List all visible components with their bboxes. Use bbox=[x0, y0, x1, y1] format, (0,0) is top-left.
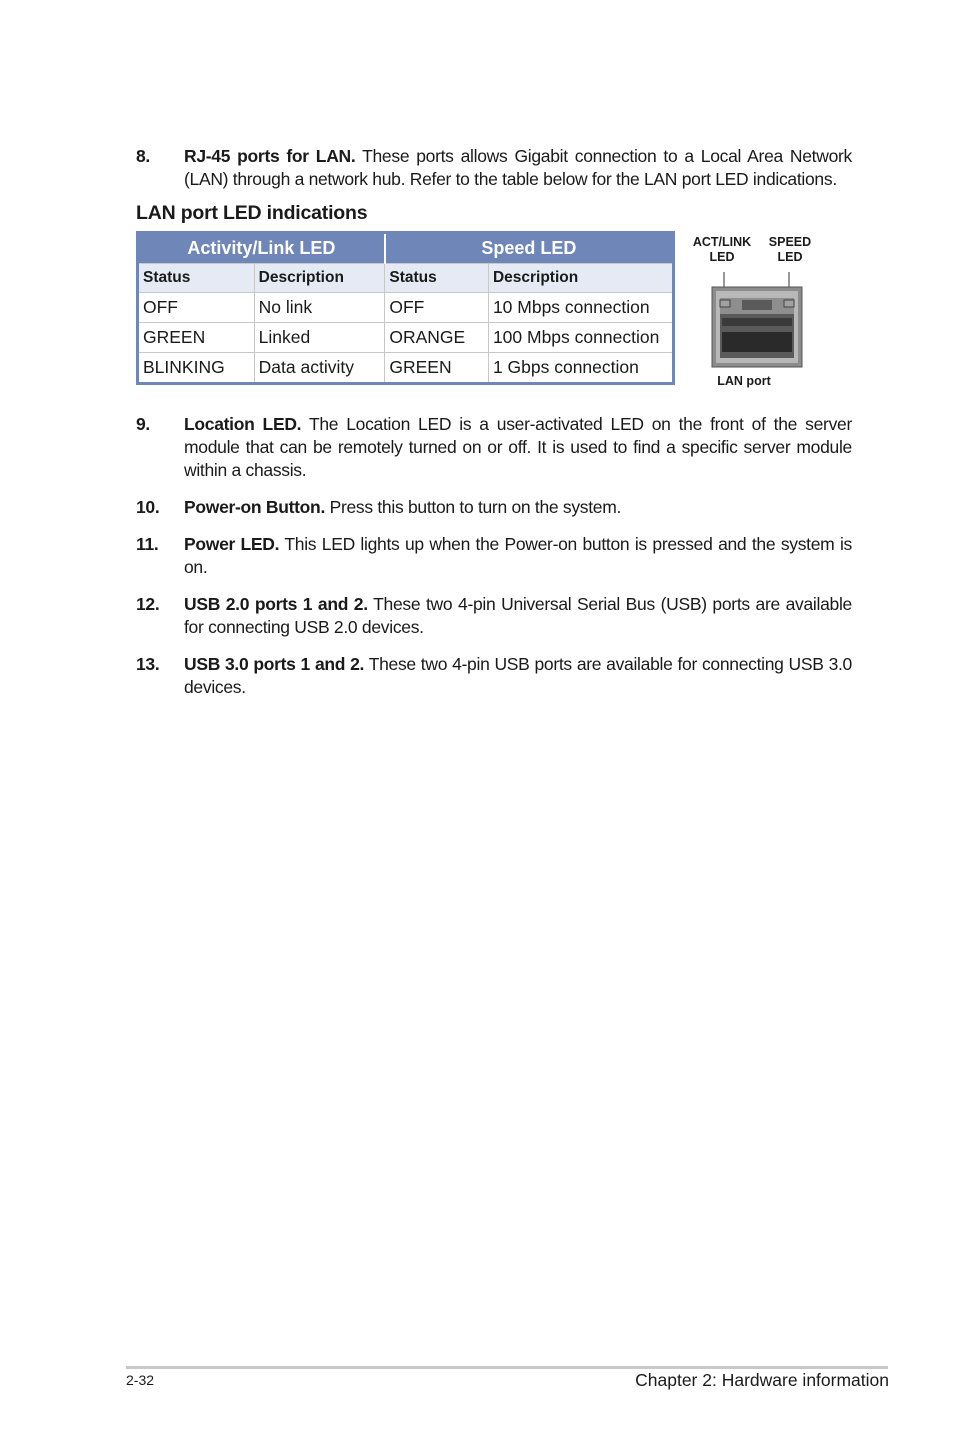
section-heading: LAN port LED indications bbox=[136, 202, 368, 224]
item-body: This LED lights up when the Power-on button is pressed and the system is on. bbox=[184, 534, 852, 577]
table-cell: OFF bbox=[385, 293, 489, 323]
column-header: Status bbox=[138, 264, 255, 293]
label-line: ACT/LINK bbox=[692, 235, 752, 249]
item-number: 11. bbox=[136, 534, 159, 554]
column-header: Description bbox=[488, 264, 673, 293]
item-number: 12. bbox=[136, 594, 160, 614]
table-cell: ORANGE bbox=[385, 323, 489, 353]
list-item-location-led bbox=[136, 413, 852, 482]
item-text bbox=[184, 413, 852, 482]
group-header-activity-link: Activity/Link LED bbox=[138, 233, 385, 264]
lan-port-label: LAN port bbox=[717, 374, 771, 388]
item-number: 8. bbox=[136, 146, 150, 166]
table-group-header-row bbox=[138, 233, 674, 264]
item-text bbox=[184, 145, 852, 191]
table-cell: Data activity bbox=[254, 353, 385, 384]
item-text bbox=[184, 496, 852, 519]
label-line: LED bbox=[709, 250, 735, 264]
list-item-power-led bbox=[136, 533, 852, 579]
table-cell: GREEN bbox=[385, 353, 489, 384]
item-title: USB 2.0 ports 1 and 2. bbox=[184, 594, 368, 614]
item-body: These two 4-pin USB ports are available for connecting USB 3.0 devices. bbox=[184, 654, 852, 697]
item-text bbox=[184, 653, 852, 699]
list-item-rj45 bbox=[136, 145, 852, 191]
table-cell: Linked bbox=[254, 323, 385, 353]
table-cell: 100 Mbps connection bbox=[488, 323, 673, 353]
table-row bbox=[138, 323, 674, 353]
table-cell: 1 Gbps connection bbox=[488, 353, 673, 384]
chapter-title: Chapter 2: Hardware information bbox=[635, 1370, 889, 1390]
item-number: 9. bbox=[136, 414, 150, 434]
item-body: Press this button to turn on the system. bbox=[325, 497, 622, 517]
item-number: 10. bbox=[136, 497, 160, 517]
lan-port-figure bbox=[686, 232, 826, 394]
label-line: SPEED bbox=[768, 235, 812, 249]
item-title: Power LED. bbox=[184, 534, 280, 554]
list-item-usb2 bbox=[136, 593, 852, 639]
table-header-row bbox=[138, 264, 674, 293]
item-body: These ports allows Gigabit connection to a Local Area Network (LAN) through a network hub. Refer to the table below for the LAN port LED indications. bbox=[184, 146, 852, 189]
item-title: RJ-45 ports for LAN. bbox=[184, 146, 356, 166]
list-item-usb3 bbox=[136, 653, 852, 699]
item-body: These two 4-pin Universal Serial Bus (USB) ports are available for connecting USB 2.0 devices. bbox=[184, 594, 852, 637]
item-title: USB 3.0 ports 1 and 2. bbox=[184, 654, 365, 674]
column-header: Status bbox=[385, 264, 489, 293]
group-header-speed: Speed LED bbox=[385, 233, 674, 264]
item-text bbox=[184, 533, 852, 579]
table-cell: No link bbox=[254, 293, 385, 323]
table-row bbox=[138, 293, 674, 323]
item-title: Location LED. bbox=[184, 414, 302, 434]
item-text bbox=[184, 593, 852, 639]
table-cell: 10 Mbps connection bbox=[488, 293, 673, 323]
label-line: LED bbox=[777, 250, 803, 264]
item-number: 13. bbox=[136, 654, 160, 674]
footer-divider bbox=[126, 1366, 888, 1369]
lan-port-icon bbox=[686, 232, 826, 394]
item-title: Power-on Button. bbox=[184, 497, 326, 517]
led-table bbox=[136, 231, 675, 385]
list-item-power-button bbox=[136, 496, 852, 519]
page-number: 2-32 bbox=[126, 1372, 155, 1388]
column-header: Description bbox=[254, 264, 385, 293]
table-row bbox=[138, 353, 674, 384]
item-body: The Location LED is a user-activated LED on the front of the server module that can be remotely turned on or off. It is used to find a specific server module within a chassis. bbox=[184, 414, 852, 480]
table-cell: OFF bbox=[138, 293, 255, 323]
table-cell: BLINKING bbox=[138, 353, 255, 384]
table-cell: GREEN bbox=[138, 323, 255, 353]
